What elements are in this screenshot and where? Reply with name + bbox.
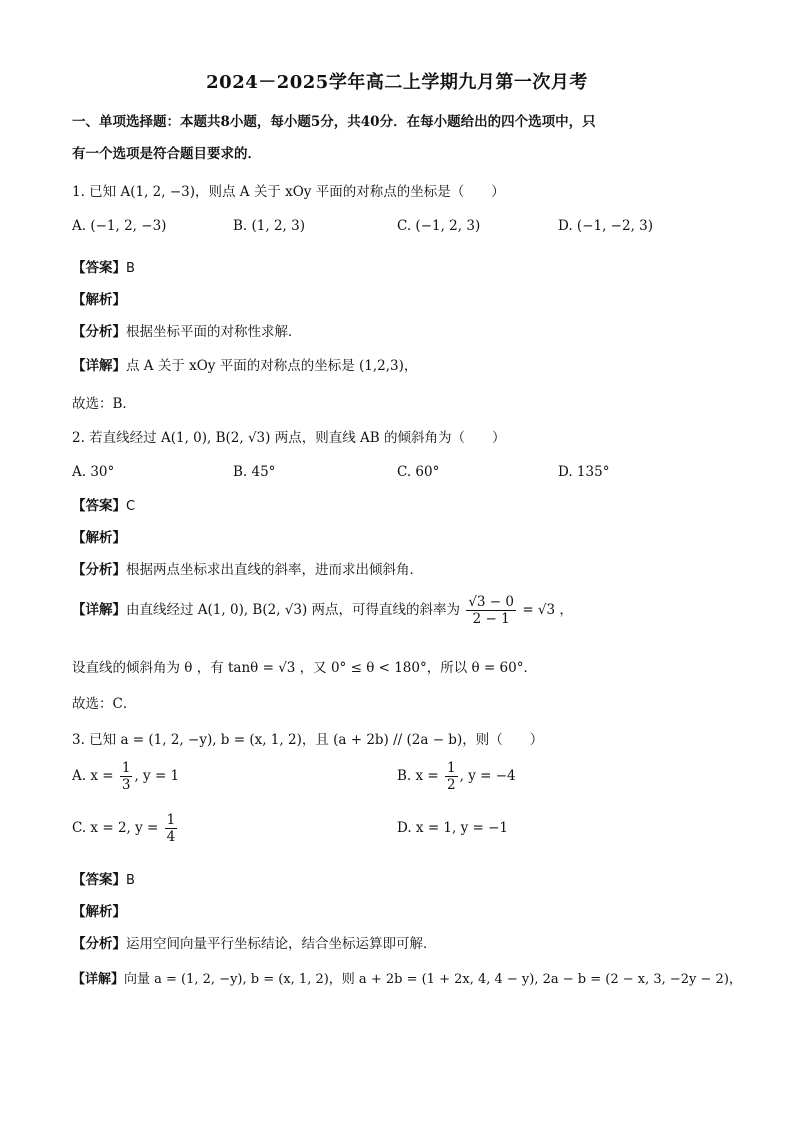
q2-detail-a: 由直线经过 A(1, 0), B(2, √3) 两点，可得直线的斜率为 (126, 602, 461, 618)
q3-option-a-suffix: , y = 1 (134, 768, 180, 784)
q2-option-b: B. 45° (233, 464, 276, 480)
q2-fraction-denominator: 2 − 1 (472, 611, 510, 627)
q3-option-b-prefix: B. x = (397, 768, 444, 784)
q3-option-a-den: 3 (121, 777, 131, 793)
q2-option-a: A. 30° (72, 464, 115, 480)
q2-conclusion: 故选：C． (72, 696, 137, 712)
q3-option-a-num: 1 (121, 760, 131, 776)
q3-option-b (397, 760, 516, 793)
q2-option-d: D. 135° (558, 464, 610, 480)
q2-stem: 2. 若直线经过 A(1, 0), B(2, √3) 两点，则直线 AB 的倾斜角为（ ） (72, 430, 506, 446)
answer-label: 【答案】 (72, 498, 126, 514)
q3-option-c-prefix: C. x = 2, y = (72, 820, 163, 836)
q3-option-b-num: 1 (447, 760, 456, 776)
q2-fenxi-row (72, 558, 423, 578)
detail-label: 【详解】 (72, 972, 125, 987)
q1-conclusion: 故选：B． (72, 396, 136, 412)
q1-fenxi: 根据坐标平面的对称性求解． (126, 324, 302, 340)
q1-stem: 1. 已知 A(1, 2, −3)，则点 A 关于 xOy 平面的对称点的坐标是（ ） (72, 184, 505, 200)
answer-label: 【答案】 (72, 872, 126, 888)
q3-option-b-den: 2 (447, 777, 456, 793)
page-title: 2024－2025学年高二上学期九月第一次月考 (206, 72, 588, 93)
q3-option-c-num: 1 (166, 812, 176, 828)
q2-fraction-numerator: √3 − 0 (468, 594, 515, 610)
q1-option-d: D. (−1, −2, 3) (558, 218, 654, 234)
q2-option-c: C. 60° (397, 464, 440, 480)
q3-option-c (72, 812, 179, 845)
q2-answer: C (126, 499, 136, 514)
q3-option-b-fraction (445, 760, 458, 793)
detail-label: 【详解】 (72, 602, 126, 618)
q3-fenxi-row (72, 932, 437, 952)
q3-option-d: D. x = 1, y = −1 (397, 820, 509, 836)
q1-option-a: A. (−1, 2, −3) (72, 218, 167, 234)
q1-option-b: B. (1, 2, 3) (233, 218, 305, 234)
q2-answer-row (72, 494, 135, 514)
q2-detail-b: = √3 ， (522, 602, 573, 618)
q1-fenxi-row (72, 320, 302, 340)
q3-fenxi: 运用空间向量平行坐标结论，结合坐标运算即可解． (126, 936, 437, 952)
q3-stem: 3. 已知 a = (1, 2, −y), b = (x, 1, 2)，且 (a + 2b) // (2a − b)，则（ ） (72, 732, 544, 748)
q3-answer-row (72, 868, 135, 888)
q3-option-a (72, 760, 179, 793)
q1-analysis-label: 【解析】 (72, 292, 126, 308)
fenxi-label: 【分析】 (72, 936, 126, 952)
q1-detail: 点 A 关于 xOy 平面的对称点的坐标是 (1,2,3)， (126, 358, 418, 374)
fenxi-label: 【分析】 (72, 324, 126, 340)
q3-option-c-fraction (165, 812, 178, 845)
q1-answer: B (126, 261, 135, 276)
q2-angle-line: 设直线的倾斜角为 θ ，有 tanθ = √3 ，又 0° ≤ θ < 180°，所以 θ = 60°． (72, 660, 537, 676)
q1-answer-row (72, 256, 135, 276)
q3-analysis-label: 【解析】 (72, 904, 126, 920)
q3-detail: 向量 a = (1, 2, −y), b = (x, 1, 2)，则 a + 2b = (1 + 2x, 4, 4 − y), 2a − b = (2 − x, 3, −2y − 2)， (124, 972, 742, 987)
section-heading-line2: 有一个选项是符合题目要求的． (72, 146, 261, 162)
q2-fenxi: 根据两点坐标求出直线的斜率，进而求出倾斜角． (126, 562, 423, 578)
q2-detail-row (72, 594, 573, 627)
q3-option-c-den: 4 (166, 829, 176, 845)
fenxi-label: 【分析】 (72, 562, 126, 578)
q3-detail-row (72, 968, 742, 987)
q1-option-c: C. (−1, 2, 3) (397, 218, 481, 234)
detail-label: 【详解】 (72, 358, 126, 374)
q2-analysis-label: 【解析】 (72, 530, 126, 546)
q3-option-a-prefix: A. x = (72, 768, 118, 784)
answer-label: 【答案】 (72, 260, 126, 276)
q1-detail-row (72, 354, 417, 374)
q3-answer: B (126, 873, 135, 888)
q3-option-a-fraction (120, 760, 133, 793)
q2-slope-fraction (466, 594, 516, 627)
section-heading-line1: 一、单项选择题：本题共8小题，每小题5分，共40分．在每小题给出的四个选项中，只 (72, 114, 596, 130)
q3-option-b-suffix: , y = −4 (459, 768, 516, 784)
